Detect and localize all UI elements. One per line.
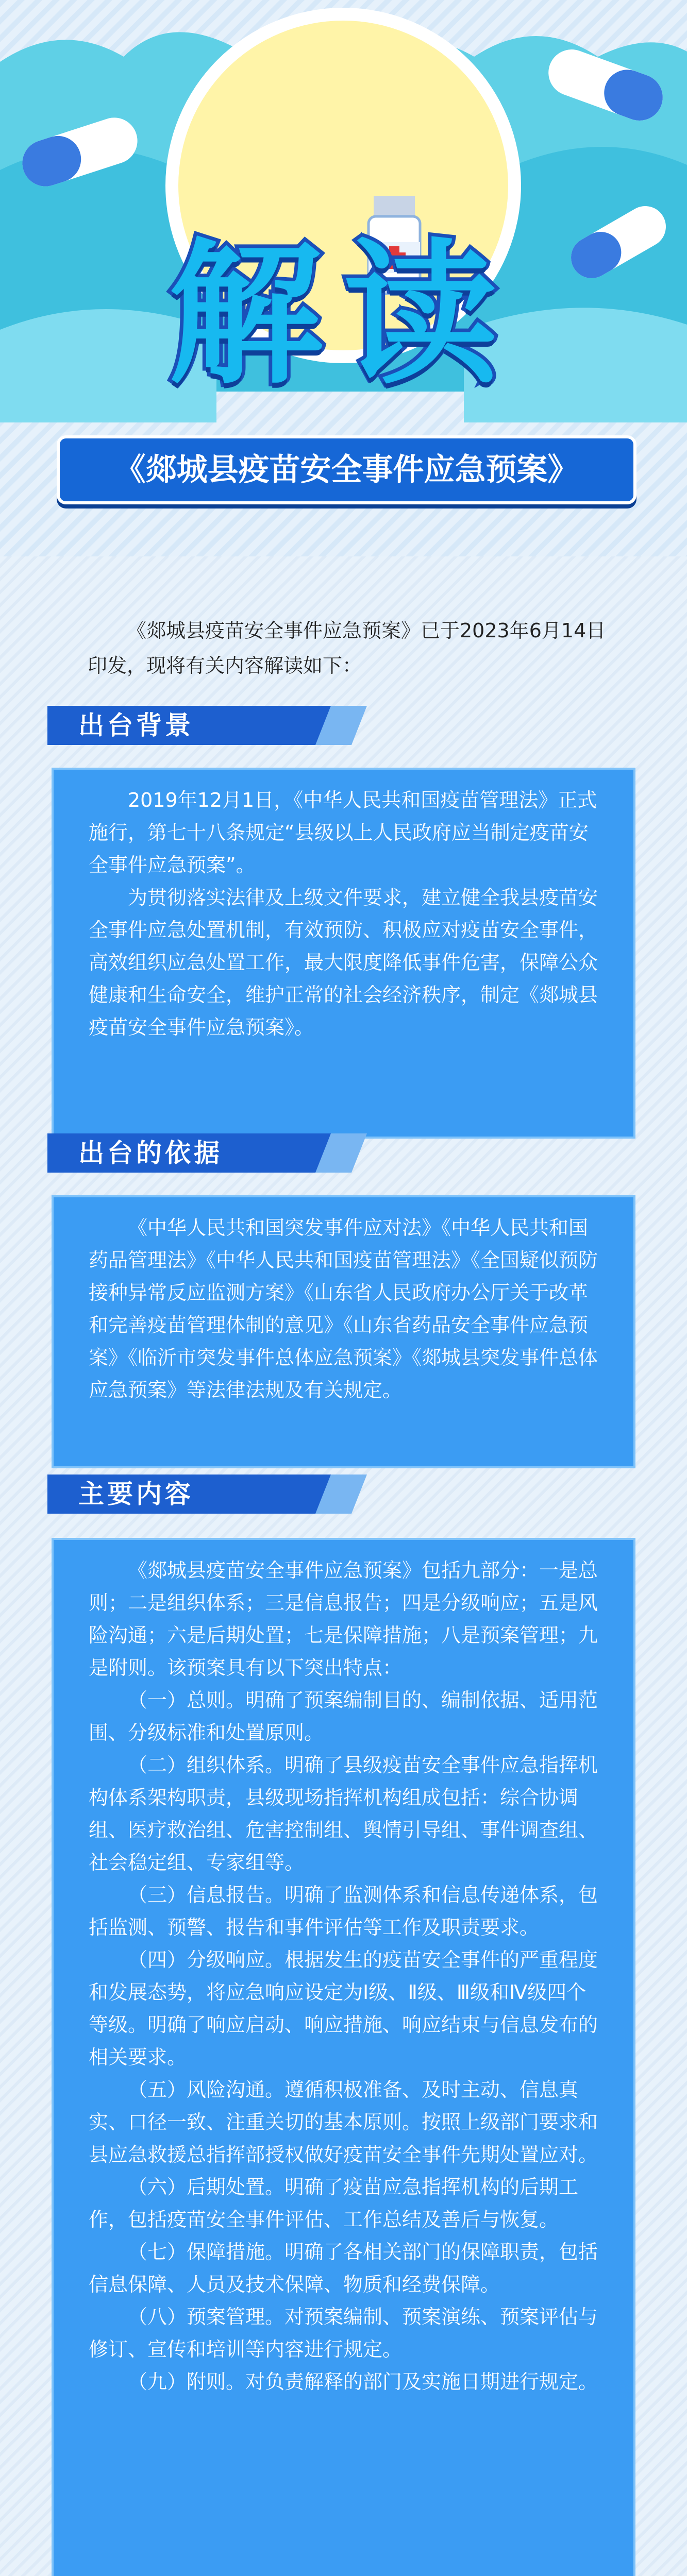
paragraph: （三）信息报告。明确了监测体系和信息传递体系，包括监测、预警、报告和事件评估等工作及职责要求。 [89,1884,598,1939]
paragraph: （七）保障措施。明确了各相关部门的保障职责，包括信息保障、人员及技术保障、物质和经费保障。 [89,2241,598,2296]
section-panel-background [52,768,635,1139]
section-heading-basis [47,1133,372,1173]
hero-title: 解读 [168,225,519,405]
paragraph: （二）组织体系。明确了县级疫苗安全事件应急指挥机构体系架构职责，县级现场指挥机构组成包括：综合协调组、医疗救治组、危害控制组、舆情引导组、事件调查组、社会稳定组、专家组等。 [89,1754,598,1874]
section-title: 主要内容 [78,1479,194,1509]
paragraph: （九）附则。对负责解释的部门及实施日期进行规定。 [128,2370,598,2393]
paragraph: 2019年12月1日，《中华人民共和国疫苗管理法》正式施行，第七十八条规定“县级以上人民政府应当制定疫苗安全事件应急预案”。 [89,789,597,876]
section-title: 出台的依据 [78,1138,223,1168]
document-title-banner: 《郯城县疫苗安全事件应急预案》 [57,435,636,504]
paragraph: （六）后期处置。明确了疫苗应急指挥机构的后期工作，包括疫苗安全事件评估、工作总结及善后与恢复。 [89,2176,579,2231]
hero-banner [0,0,687,556]
paragraph: （一）总则。明确了预案编制目的、编制依据、适用范围、分级标准和处置原则。 [89,1689,598,1744]
section-heading-background [47,706,372,745]
intro-text: 《郯城县疫苗安全事件应急预案》已于2023年6月14日印发，现将有关内容解读如下： [88,619,606,677]
section-title: 出台背景 [78,710,194,740]
section-heading-content [47,1475,372,1514]
paragraph: 为贯彻落实法律及上级文件要求，建立健全我县疫苗安全事件应急处置机制，有效预防、积极应对疫苗安全事件，高效组织应急处置工作，最大限度降低事件危害，保障公众健康和生命安全，维护正常的社会经济秩序，制定《郯城县疫苗安全事件应急预案》。 [89,886,598,1039]
section-panel-content [52,1538,635,2576]
paragraph: 《中华人民共和国突发事件应对法》《中华人民共和国药品管理法》《中华人民共和国疫苗管理法》《全国疑似预防接种异常反应监测方案》《山东省人民政府办公厅关于改革和完善疫苗管理体制的意见》《山东省药品安全事件应急预案》《临沂市突发事件总体应急预案》《郯城县突发事件总体应急预案》等法律法规及有关规定。 [89,1216,598,1401]
section-panel-basis [52,1195,635,1468]
paragraph: （四）分级响应。根据发生的疫苗安全事件的严重程度和发展态势，将应急响应设定为Ⅰ级、Ⅱ级、Ⅲ级和Ⅳ级四个等级。明确了响应启动、响应措施、响应结束与信息发布的相关要求。 [89,1948,598,2069]
paragraph: （八）预案管理。对预案编制、预案演练、预案评估与修订、宣传和培训等内容进行规定。 [89,2306,598,2361]
paragraph: （五）风险沟通。遵循积极准备、及时主动、信息真实、口径一致、注重关切的基本原则。按照上级部门要求和县应急救援总指挥部授权做好疫苗安全事件先期处置应对。 [89,2078,598,2166]
paragraph: 《郯城县疫苗安全事件应急预案》包括九部分：一是总则；二是组织体系；三是信息报告；四是分级响应；五是风险沟通；六是后期处置；七是保障措施；八是预案管理；九是附则。该预案具有以下突出特点： [89,1559,598,1679]
